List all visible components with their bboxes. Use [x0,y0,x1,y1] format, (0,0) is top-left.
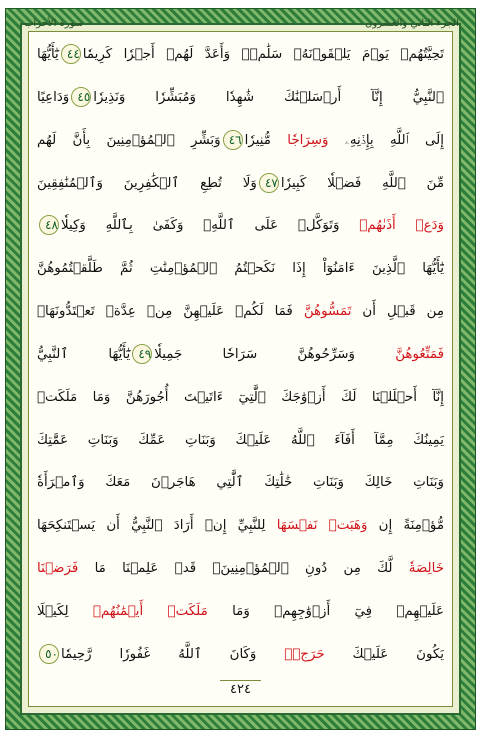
ayah-number-marker: ٤٧ [259,173,279,193]
verse-line [37,38,444,72]
highlighted-word: وَهَبَتۡ نَفۡسَهَا [276,518,368,534]
page-inner-border [20,23,461,715]
page-number: ٤٢٤ [220,680,261,698]
page-number-footer [29,680,452,698]
highlighted-word: فَرَضۡنَا [37,561,79,577]
verse-line [37,209,444,243]
verse-line [37,638,444,672]
verse-text: إِنَّآ أَحۡلَلۡنَا لَكَ أَزۡوَٰجَكَ ٱلَّٰتِيٓ ءَاتَيۡتَ أُجُورَهُنَّ وَمَا مَلَكَتۡ [37,389,444,405]
surah-name-label: سورة الأحزاب [24,17,84,29]
verse-line [37,424,444,458]
verse-text: يَكُونَ عَلَيۡكَ [324,646,444,662]
verse-line [37,509,444,543]
verse-lines [37,38,444,672]
juz-label: الجزء الثاني والعشرون [365,17,459,29]
highlighted-word: وَدَعۡ أَذَىٰهُمۡ [359,218,444,234]
ayah-number-marker: ٥٠ [39,644,59,664]
highlighted-word: وَسِرَاجٗا [287,132,329,148]
verse-text: إِلَى ٱللَّهِ بِإِذۡنِهِۦ [328,132,444,148]
verse-line [37,81,444,115]
highlighted-word: فَمَتِّعُوهُنَّ [395,346,444,362]
verse-text: تَحِيَّتُهُمۡ يَوۡمَ يَلۡقَوۡنَهُۥ سَلَٰمٞۚ وَأَعَدَّ لَهُمۡ أَجۡرٗا كَرِيمٗا [82,47,444,62]
highlighted-word: خَالِصَةٗ [408,561,444,577]
verse-text: يَٰٓأَيُّهَا [37,47,59,62]
verse-text: عَلَيۡهِمۡ فِيٓ أَزۡوَٰجِهِمۡ وَمَا [207,603,444,619]
verse-text: مُّنِيرٗا [244,132,288,148]
verse-text: وَبَنَاتِ خَالِكَ وَبَنَاتِ خَٰلَٰتِكَ ٱلَّٰتِي هَاجَرۡنَ مَعَكَ وَٱمۡرَأَةٗ [37,475,444,491]
ayah-number-marker: ٤٩ [132,344,152,364]
page-header [24,14,459,32]
verse-text: فَمَا لَكُمۡ عَلَيۡهِنَّ مِنۡ عِدَّةٖ تَعۡتَدُّونَهَاۖ [37,304,304,320]
verse-text: لِلنَّبِيِّ إِنۡ أَرَادَ ٱلنَّبِيُّ أَن يَسۡتَنكِحَهَا [37,518,277,534]
verse-line [37,466,444,500]
verse-text: يَمِينُكَ مِمَّآ أَفَآءَ ٱللَّهُ عَلَيۡكَ وَبَنَاتِ عَمِّكَ وَبَنَاتِ عَمَّٰتِكَ [37,432,444,448]
verse-text: ٱلنَّبِيُّ إِنَّآ أَرۡسَلۡنَٰكَ شَٰهِدٗا وَمُبَشِّرٗا وَنَذِيرٗا [93,89,444,105]
verse-line [37,338,444,372]
verse-text: وَدَاعِيًا [37,89,70,105]
ayah-number-marker: ٤٨ [39,215,59,235]
verse-text: وَلَا تُطِعِ ٱلۡكَٰفِرِينَ وَٱلۡمُنَٰفِقِينَ [37,175,257,191]
verse-line [37,252,444,286]
ayah-number-marker: ٤٤ [61,44,81,64]
verse-line [37,295,444,329]
verse-text: وَبَشِّرِ ٱلۡمُؤۡمِنِينَ بِأَنَّ لَهُم [37,132,221,148]
verse-text: مِّنَ ٱللَّهِ فَضۡلٗا كَبِيرٗا [280,175,444,191]
highlighted-word: حَرَجٞۗ [284,646,325,662]
verse-line [37,595,444,629]
verse-text: يَٰٓأَيُّهَا ٱلَّذِينَ ءَامَنُوٓاْ إِذَا نَكَحۡتُمُ ٱلۡمُؤۡمِنَٰتِ ثُمَّ طَلَّقۡتُمُوهُنَّ [37,261,444,277]
verse-text: وَسَرِّحُوهُنَّ سَرَاحٗا جَمِيلٗا [154,346,396,362]
verse-text: مِن قَبۡلِ أَن [351,304,444,320]
highlighted-word: مَلَكَتۡ أَيۡمَٰنُهُمۡ [92,603,208,619]
verse-text: يَٰٓأَيُّهَا ٱلنَّبِيُّ [37,346,131,362]
verse-line [37,381,444,415]
verse-text: لِكَيۡلَا [37,603,93,619]
verse-line [37,124,444,158]
verse-line [37,552,444,586]
ayah-number-marker: ٤٥ [71,87,91,107]
page-border [5,8,476,730]
verse-text: وَكَانَ ٱللَّهُ غَفُورٗا رَّحِيمٗا [61,646,285,662]
verse-text: مُّؤۡمِنَةً إِن [367,518,444,534]
verse-text: لَّكَ مِن دُونِ ٱلۡمُؤۡمِنِينَۗ قَدۡ عَلِمۡنَا مَا [78,561,409,577]
verse-text: وَتَوَكَّلۡ عَلَى ٱللَّهِۚ وَكَفَىٰ بِٱللَّهِ وَكِيلٗا [61,218,360,234]
mushaf-page [28,31,453,707]
verse-line [37,167,444,201]
highlighted-word: تَمَسُّوهُنَّ [303,304,352,320]
ayah-number-marker: ٤٦ [223,130,243,150]
